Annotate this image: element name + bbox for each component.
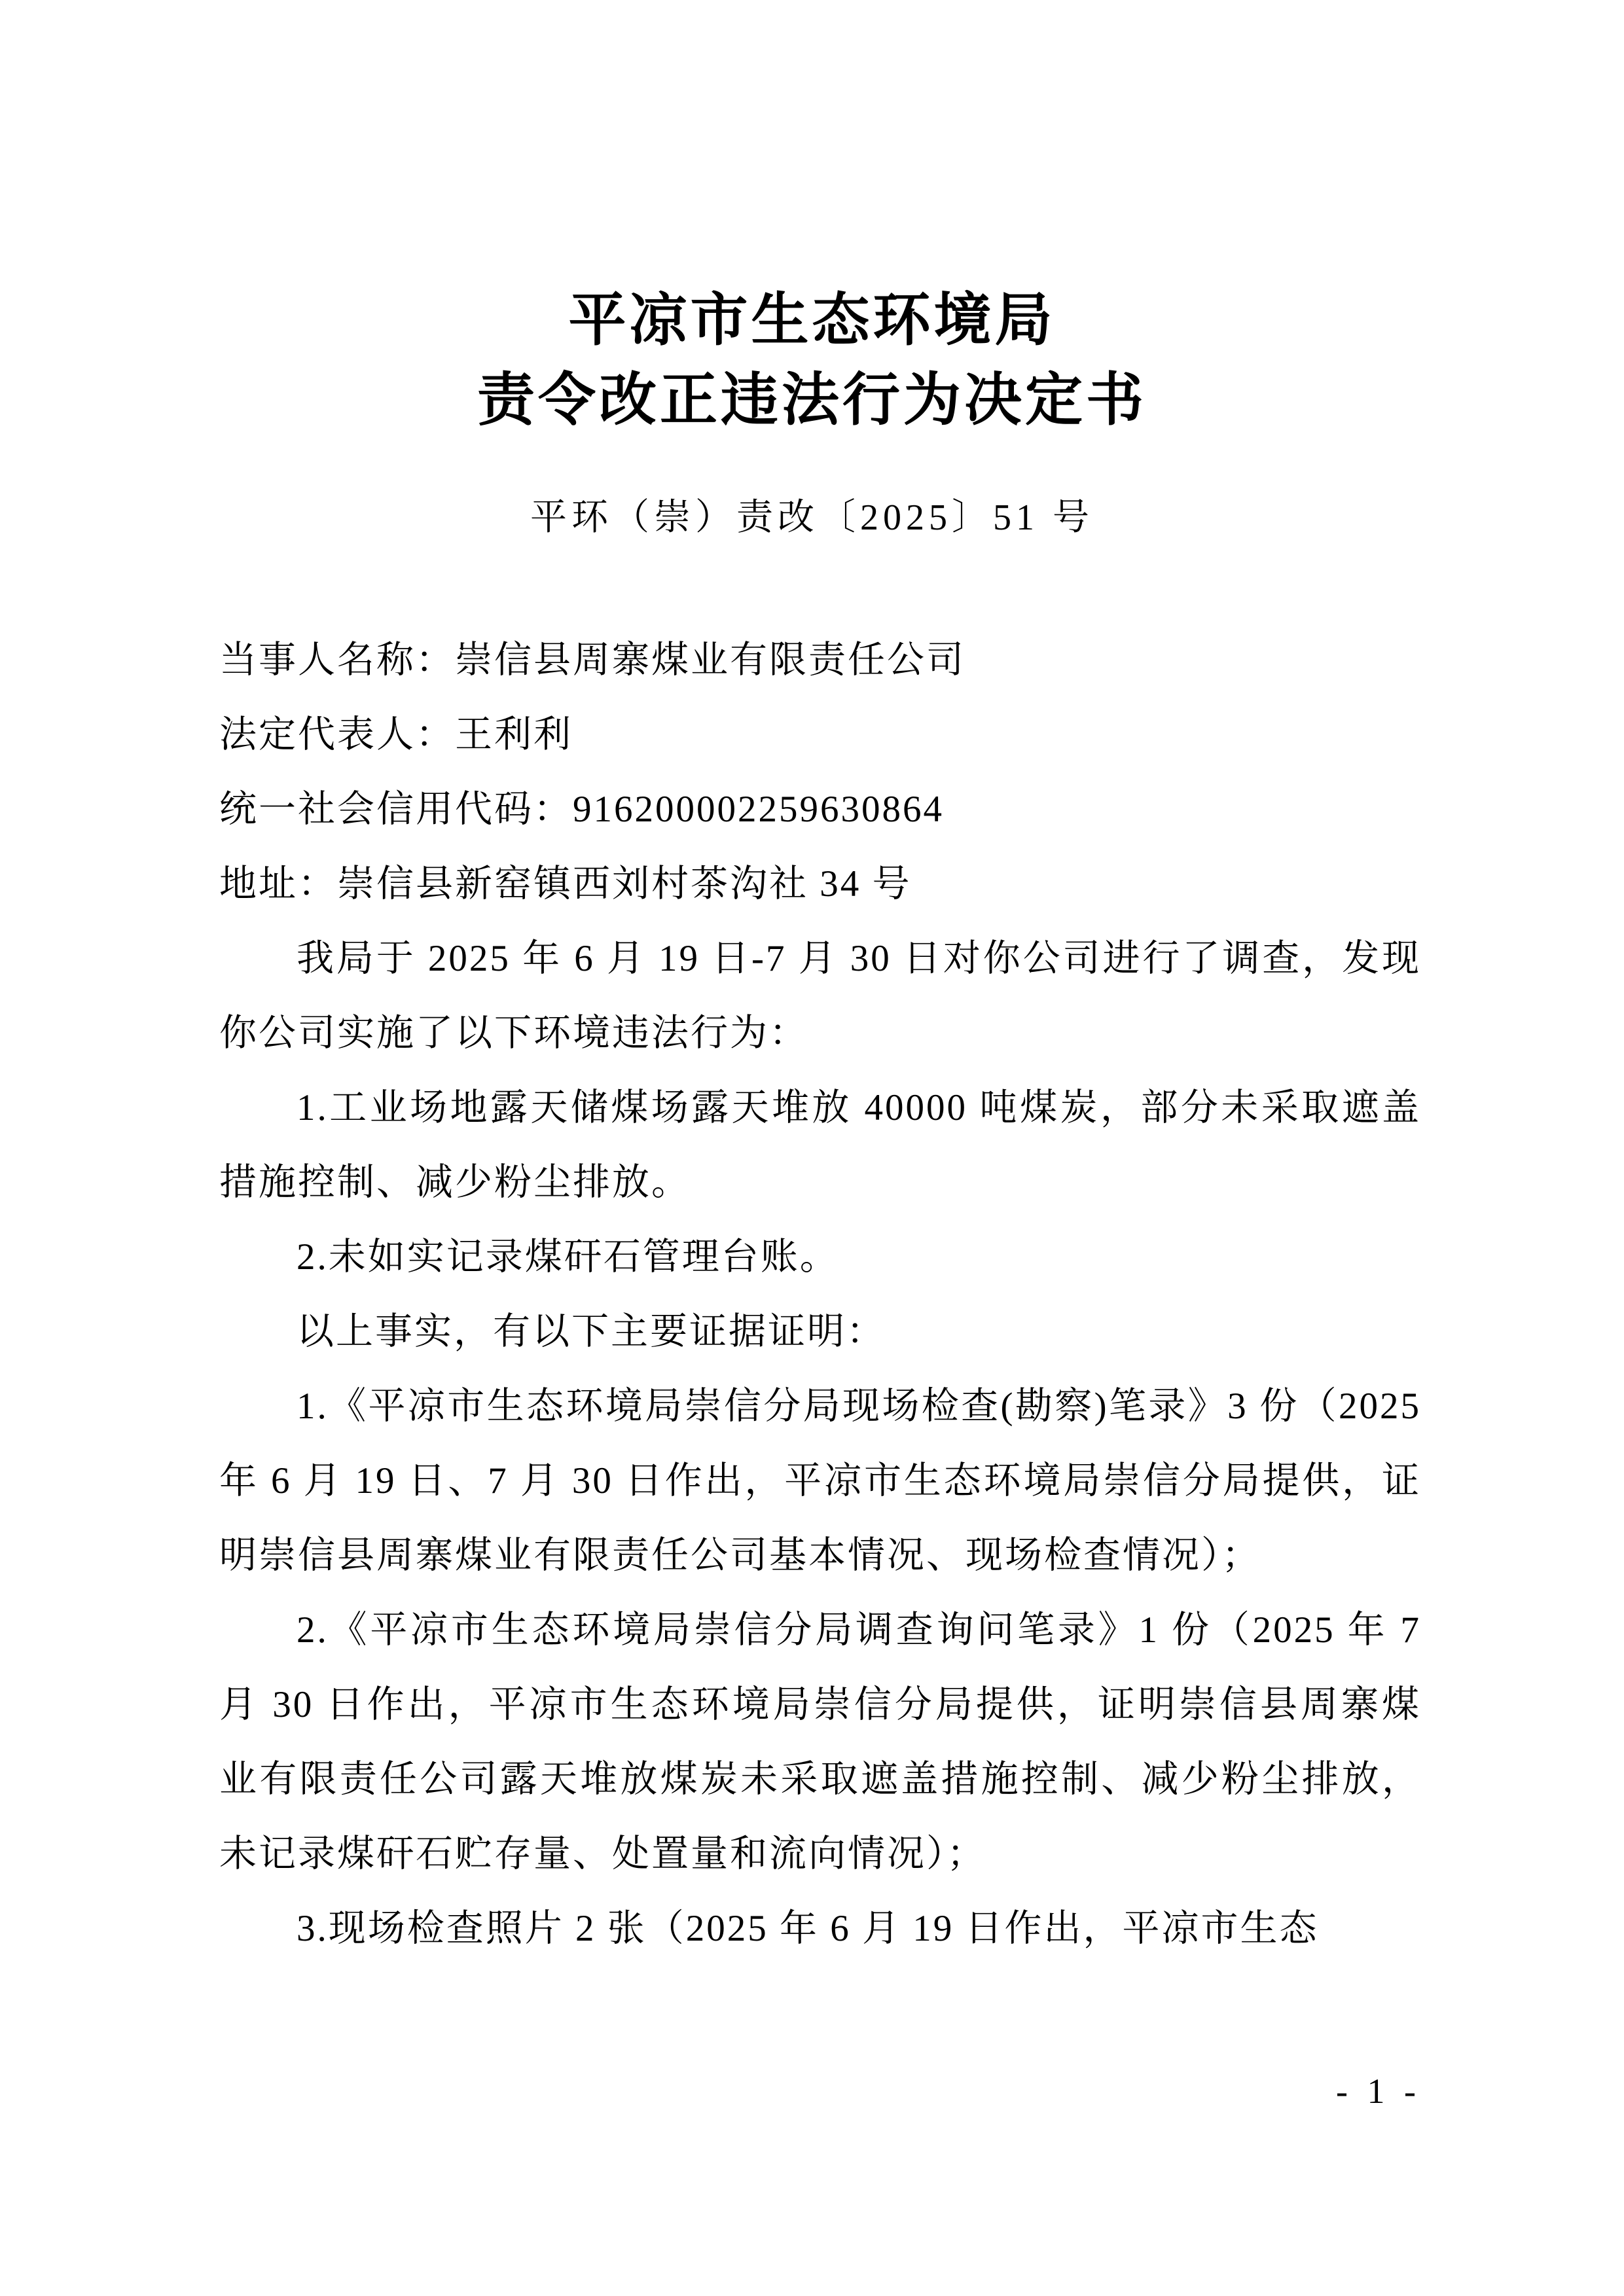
paragraph-violation-1: 1.工业场地露天储煤场露天堆放 40000 吨煤炭，部分未采取遮盖措施控制、减少粉尘排放。 [219, 1087, 1421, 1203]
document-title [0, 281, 1624, 441]
paragraph-evidence-intro: 以上事实，有以下主要证据证明： [297, 1311, 886, 1352]
paragraph-violation-2: 2.未如实记录煤矸石管理台账。 [297, 1236, 839, 1278]
paragraph-address: 地址：崇信县新窑镇西刘村茶沟社 34 号 [219, 863, 912, 905]
paragraph-evidence-1: 1.《平凉市生态环境局崇信分局现场检查(勘察)笔录》3 份（2025 年 6 月 19 日、7 月 30 日作出，平凉市生态环境局崇信分局提供，证明崇信县周寨煤业有限责任公司基本情况、现场检查情况）； [219, 1386, 1421, 1576]
paragraph-legal-representative: 法定代表人：王利利 [219, 714, 573, 755]
paragraph-evidence-2: 2.《平凉市生态环境局崇信分局调查询问笔录》1 份（2025 年 7 月 30 日作出，平凉市生态环境局崇信分局提供，证明崇信县周寨煤业有限责任公司露天堆放煤炭未采取遮盖措施控制、减少粉尘排放，未记录煤矸石贮存量、处置量和流向情况）； [219, 1609, 1421, 1874]
document-body [219, 623, 1421, 1966]
paragraph-evidence-3: 3.现场检查照片 2 张（2025 年 6 月 19 日作出，平凉市生态 [297, 1908, 1319, 1949]
paragraph-credit-code: 统一社会信用代码：916200002259630864 [219, 789, 944, 830]
paragraph-investigation-summary: 我局于 2025 年 6 月 19 日-7 月 30 日对你公司进行了调查，发现你公司实施了以下环境违法行为： [219, 938, 1421, 1054]
document-title-line1: 平凉市生态环境局 [568, 289, 1056, 353]
paragraph-party-name: 当事人名称：崇信县周寨煤业有限责任公司 [219, 639, 965, 681]
document-title-line2: 责令改正违法行为决定书 [477, 369, 1147, 433]
document-number: 平环（崇）责改〔2025〕51 号 [530, 497, 1094, 538]
page-number: - 1 - [1336, 2072, 1421, 2111]
